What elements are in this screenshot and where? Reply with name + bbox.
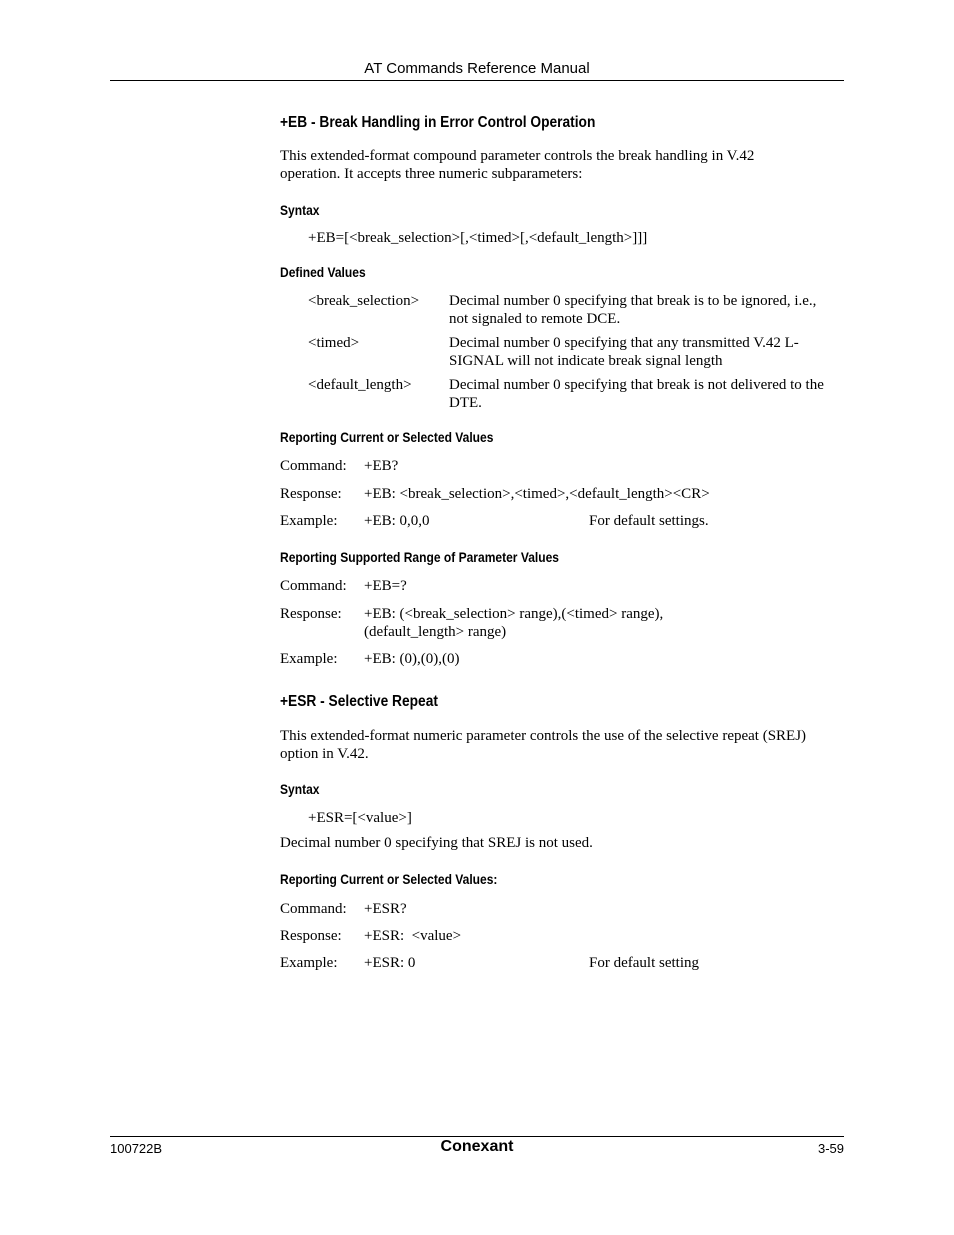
defined-name-default-length: <default_length> (308, 377, 412, 393)
defined-desc-timed-line2: SIGNAL will not indicate break signal length (449, 353, 723, 369)
eb-supported-response-line2: (default_length> range) (364, 624, 507, 640)
eb-heading: +EB - Break Handling in Error Control Operation (280, 114, 596, 131)
footer-page-number: 3-59 (817, 1141, 844, 1156)
eb-supported-command: +EB=? (364, 578, 407, 594)
defined-desc-break-selection-line2: not signaled to remote DCE. (449, 311, 621, 327)
esr-current-heading: Reporting Current or Selected Values: (280, 871, 498, 887)
eb-syntax-heading: Syntax (280, 202, 320, 218)
esr-current-example: +ESR: 0 (364, 955, 416, 971)
eb-current-example: +EB: 0,0,0 (364, 513, 430, 529)
defined-name-break-selection: <break_selection> (308, 293, 420, 309)
defined-desc-timed-line1: Decimal number 0 specifying that any transmitted V.42 L- (449, 335, 799, 351)
defined-desc-break-selection-line1: Decimal number 0 specifying that break is to be ignored, i.e., (449, 293, 817, 309)
eb-current-example-note: For default settings. (589, 513, 709, 529)
eb-supported-response-line1: +EB: (<break_selection> range),(<timed> range), (364, 606, 664, 622)
esr-intro-line1: This extended-format numeric parameter controls the use of the selective repeat (SREJ) (280, 728, 807, 744)
esr-current-response-label: Response: (280, 928, 342, 944)
esr-current-command: +ESR? (364, 901, 407, 917)
eb-intro-line2: operation. It accepts three numeric subparameters: (280, 166, 583, 182)
eb-supported-example: +EB: (0),(0),(0) (364, 651, 460, 667)
running-header: AT Commands Reference Manual (364, 60, 590, 77)
eb-syntax: +EB=[<break_selection>[,<timed>[,<default_length>]]] (308, 230, 648, 246)
defined-desc-default-length-line2: DTE. (449, 395, 482, 411)
defined-desc-default-length-line1: Decimal number 0 specifying that break is not delivered to the (449, 377, 824, 393)
eb-current-command: +EB? (364, 458, 399, 474)
esr-syntax-heading: Syntax (280, 781, 320, 797)
esr-current-command-label: Command: (280, 901, 347, 917)
eb-current-example-label: Example: (280, 513, 338, 529)
footer-doc-number: 100722B (110, 1141, 163, 1156)
esr-current-response: +ESR: <value> (364, 928, 462, 944)
eb-intro-line1: This extended-format compound parameter controls the break handling in V.42 (280, 148, 755, 164)
footer-company: Conexant (440, 1138, 514, 1155)
esr-current-example-label: Example: (280, 955, 338, 971)
eb-supported-heading: Reporting Supported Range of Parameter Values (280, 549, 559, 565)
footer-rule (110, 1136, 844, 1137)
esr-syntax-desc: Decimal number 0 specifying that SREJ is not used. (280, 835, 593, 851)
eb-current-response-label: Response: (280, 486, 342, 502)
eb-supported-response-label: Response: (280, 606, 342, 622)
eb-defined-heading: Defined Values (280, 264, 366, 280)
eb-current-response: +EB: <break_selection>,<timed>,<default_length><CR> (364, 486, 710, 502)
esr-syntax: +ESR=[<value>] (308, 810, 412, 826)
esr-heading: +ESR - Selective Repeat (280, 693, 438, 710)
esr-current-example-note: For default setting (589, 955, 699, 971)
eb-current-command-label: Command: (280, 458, 347, 474)
eb-supported-command-label: Command: (280, 578, 347, 594)
eb-current-heading: Reporting Current or Selected Values (280, 429, 494, 445)
eb-supported-example-label: Example: (280, 651, 338, 667)
defined-name-timed: <timed> (308, 335, 360, 351)
header-rule (110, 80, 844, 81)
esr-intro-line2: option in V.42. (280, 746, 369, 762)
